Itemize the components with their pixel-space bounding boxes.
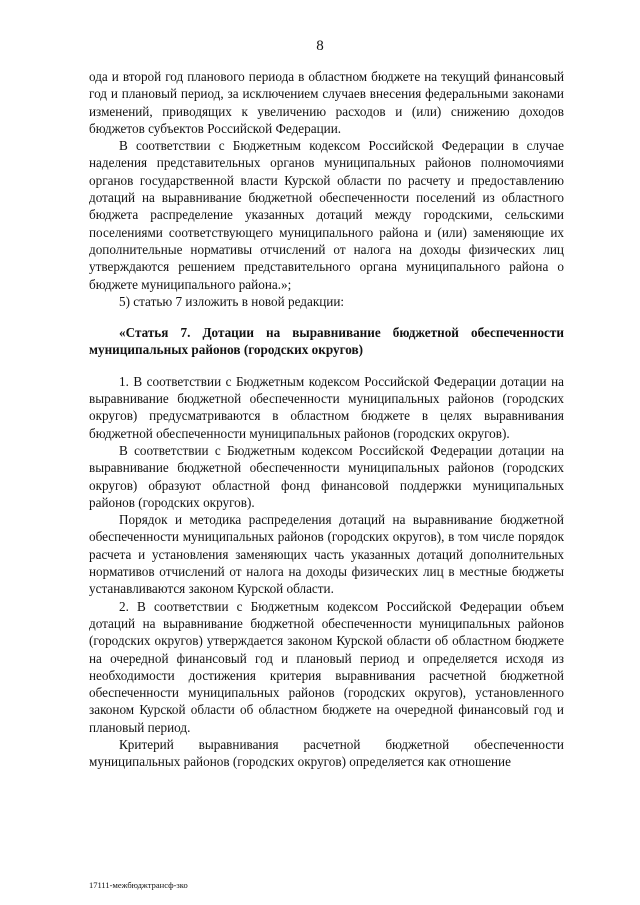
page-number: 8 [316, 38, 324, 54]
article-heading: «Статья 7. Дотации на выравнивание бюджетной обеспеченности муниципальных районов (городских округов) [89, 325, 564, 358]
document-body [89, 68, 564, 771]
paragraph: 5) статью 7 изложить в новой редакции: [119, 293, 345, 309]
paragraph: В соответствии с Бюджетным кодексом Российской Федерации в случае наделения представительных органов муниципальных районов полномочиями органов государственной власти Курской области по расчету и предоставлению дотаций на выравнивание бюджетной обеспеченности поселений из областного бюджета распределение указанных дотаций между городскими, сельскими поселениями соответствующего муниципального района и (или) заменяющие их дополнительные нормативы отчислений от налога на доходы физических лиц утверждаются решением представительного органа муниципального района о бюджете муниципального района.»; [89, 138, 564, 292]
paragraph: Порядок и методика распределения дотаций на выравнивание бюджетной обеспеченности муниципальных районов (городских округов), в том числе порядок расчета и установления заменяющих часть указанных дотаций дополнительных нормативов отчислений от налога на доходы физических лиц в местные бюджеты устанавливаются законом Курской области. [89, 512, 564, 597]
paragraph: Критерий выравнивания расчетной бюджетной обеспеченности муниципальных районов (городских округов) определяется как отношение [89, 736, 564, 770]
paragraph: В соответствии с Бюджетным кодексом Российской Федерации дотации на выравнивание бюджетной обеспеченности муниципальных районов (городских округов) образуют областной фонд финансовой поддержки муниципальных районов (городских округов). [89, 442, 564, 510]
paragraph: 1. В соответствии с Бюджетным кодексом Российской Федерации дотации на выравнивание бюджетной обеспеченности муниципальных районов (городских округов) предусматриваются в областном бюджете в целях выравнивания бюджетной обеспеченности муниципальных районов (городских округов). [89, 373, 564, 441]
paragraph: 2. В соответствии с Бюджетным кодексом Российской Федерации объем дотаций на выравнивание бюджетной обеспеченности муниципальных районов (городских округов) утверждается законом Курской области об областном бюджете на очередной финансовый год и плановый период и определяется исходя из необходимости достижения критерия выравнивания расчетной бюджетной обеспеченности муниципальных районов (городских округов), установленного законом Курской области об областном бюджете на очередной финансовый год и плановый период. [89, 598, 564, 735]
paragraph: ода и второй год планового периода в областном бюджете на текущий финансовый год и плановый период, за исключением случаев внесения федеральными законами изменений, приводящих к увеличению расходов и (или) снижению доходов бюджетов субъектов Российской Федерации. [89, 69, 564, 136]
footer-filename: 17111-межбюджтрансф-зко [89, 880, 188, 890]
